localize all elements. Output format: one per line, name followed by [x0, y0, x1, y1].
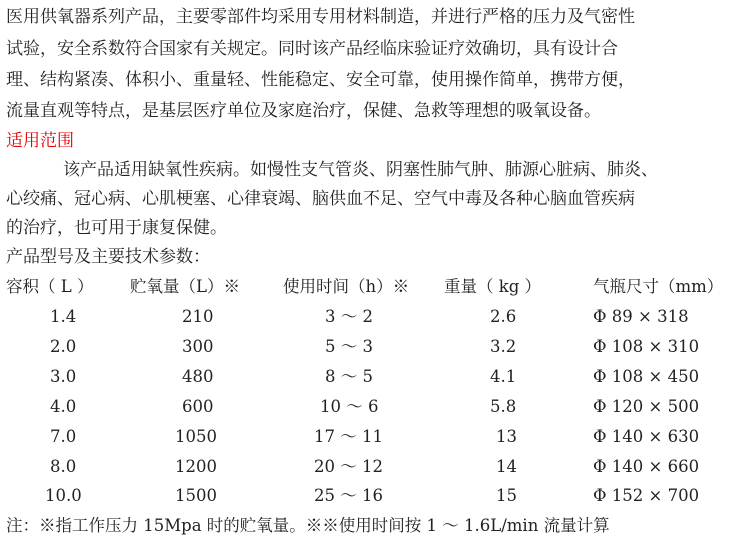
- cell-volume: 7.0: [50, 427, 77, 446]
- cell-usage-time: 5 ～ 3: [325, 337, 373, 356]
- scope-heading: 适用范围: [6, 131, 74, 151]
- table-row: [0, 481, 750, 511]
- cell-weight: 14: [496, 457, 517, 476]
- header-oxygen-storage: 贮氧量（L）※: [130, 277, 240, 296]
- table-header-row: [0, 272, 750, 302]
- cell-weight: 3.2: [490, 337, 517, 356]
- intro-line: 医用供氧器系列产品，主要零部件均采用专用材料制造，并进行严格的压力及气密性: [6, 7, 635, 27]
- cell-volume: 2.0: [50, 337, 77, 356]
- cell-oxygen-storage: 1500: [175, 486, 217, 505]
- cell-weight: 13: [496, 427, 517, 446]
- intro-line: 试验，安全系数符合国家有关规定。同时该产品经临床验证疗效确切，具有设计合: [6, 39, 618, 59]
- cell-oxygen-storage: 1050: [175, 427, 217, 446]
- table-row: [0, 362, 750, 392]
- cell-usage-time: 10 ～ 6: [320, 397, 379, 416]
- cell-cylinder-size: Φ 152 × 700: [593, 486, 700, 505]
- cell-volume: 8.0: [50, 457, 77, 476]
- cell-usage-time: 3 ～ 2: [325, 307, 373, 326]
- intro-line: 流量直观等特点，是基层医疗单位及家庭治疗，保健、急救等理想的吸氧设备。: [6, 101, 601, 121]
- cell-volume: 3.0: [50, 367, 77, 386]
- table-row: [0, 452, 750, 482]
- header-volume: 容积（ L ）: [6, 277, 94, 296]
- cell-cylinder-size: Φ 89 × 318: [593, 307, 689, 326]
- footnote: 注：※指工作压力 15Mpa 时的贮氧量。※※使用时间按 1 ～ 1.6L/min 流量计算: [6, 516, 610, 535]
- table-row: [0, 422, 750, 452]
- cell-volume: 10.0: [45, 486, 82, 505]
- cell-weight: 4.1: [490, 367, 517, 386]
- cell-usage-time: 20 ～ 12: [314, 457, 383, 476]
- scope-line: 心绞痛、冠心病、心肌梗塞、心律衰竭、脑供血不足、空气中毒及各种心脑血管疾病: [6, 189, 635, 209]
- cell-oxygen-storage: 1200: [175, 457, 217, 476]
- cell-volume: 4.0: [50, 397, 77, 416]
- cell-cylinder-size: Φ 108 × 310: [593, 337, 700, 356]
- cell-weight: 15: [496, 486, 517, 505]
- params-heading: 产品型号及主要技术参数：: [6, 247, 210, 267]
- header-cylinder-size: 气瓶尺寸（mm）: [593, 277, 724, 296]
- cell-weight: 5.8: [490, 397, 517, 416]
- cell-oxygen-storage: 210: [182, 307, 214, 326]
- cell-cylinder-size: Φ 140 × 660: [593, 457, 700, 476]
- cell-oxygen-storage: 600: [182, 397, 214, 416]
- cell-cylinder-size: Φ 120 × 500: [593, 397, 700, 416]
- cell-cylinder-size: Φ 108 × 450: [593, 367, 700, 386]
- cell-volume: 1.4: [50, 307, 77, 326]
- header-weight: 重量（ kg ）: [444, 277, 542, 296]
- intro-line: 理、结构紧凑、体积小、重量轻、性能稳定、安全可靠，使用操作简单，携带方便，: [6, 70, 635, 90]
- table-row: [0, 332, 750, 362]
- cell-oxygen-storage: 300: [182, 337, 214, 356]
- table-row: [0, 392, 750, 422]
- cell-usage-time: 8 ～ 5: [325, 367, 373, 386]
- cell-weight: 2.6: [490, 307, 517, 326]
- cell-usage-time: 17 ～ 11: [314, 427, 383, 446]
- scope-line: 该产品适用缺氧性疾病。如慢性支气管炎、阴塞性肺气肿、肺源心脏病、肺炎、: [63, 160, 658, 180]
- cell-cylinder-size: Φ 140 × 630: [593, 427, 700, 446]
- header-usage-time: 使用时间（h）※: [283, 277, 410, 296]
- scope-line: 的治疗，也可用于康复保健。: [6, 218, 227, 238]
- cell-usage-time: 25 ～ 16: [314, 486, 383, 505]
- table-row: [0, 302, 750, 332]
- cell-oxygen-storage: 480: [182, 367, 214, 386]
